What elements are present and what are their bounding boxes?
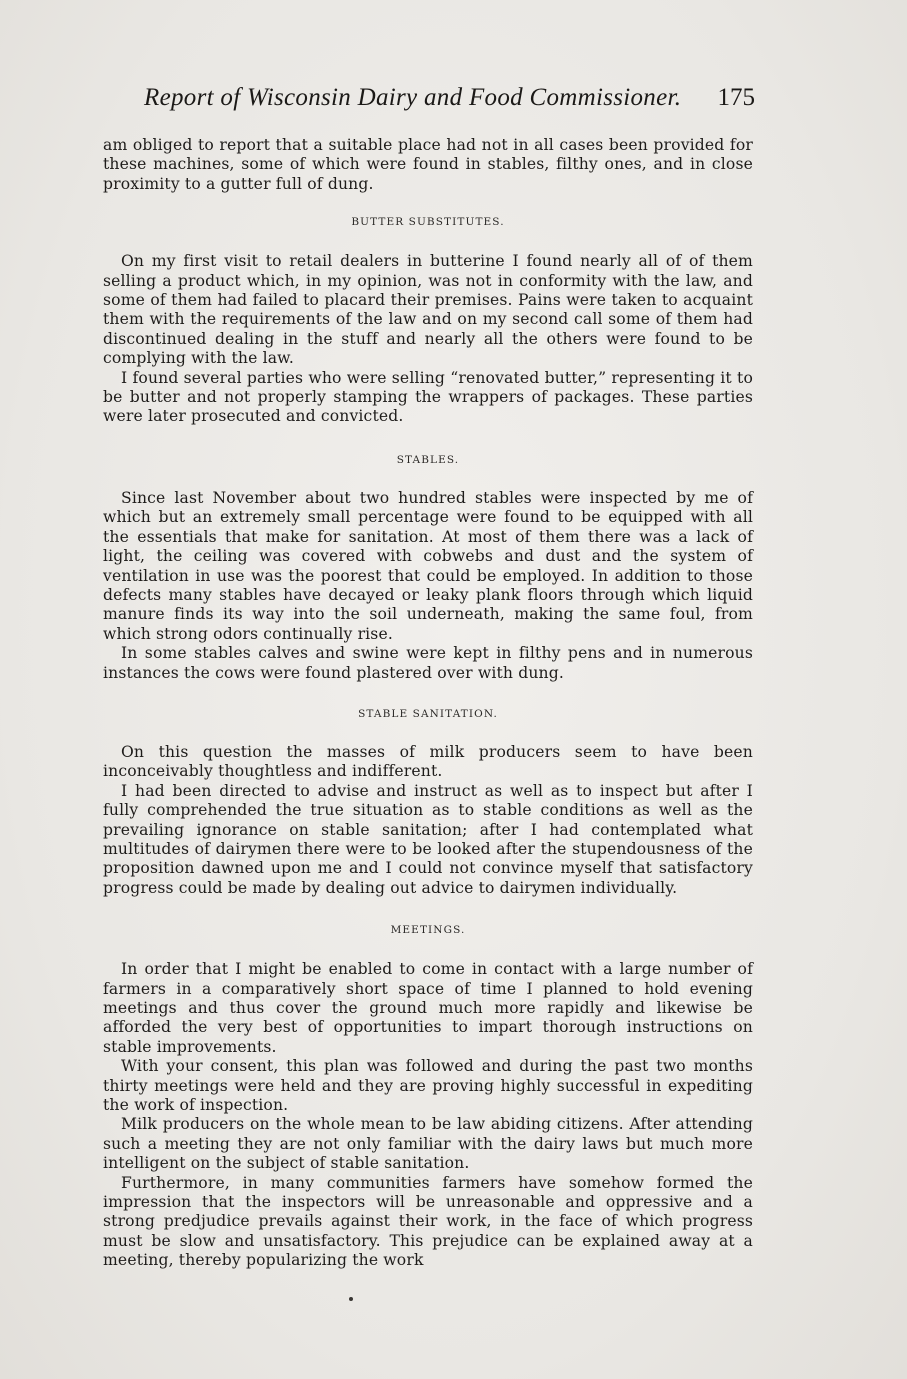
page-number: 175 [717,84,755,111]
body-text [103,136,753,1271]
paragraph: On my first visit to retail dealers in butterine I found nearly all of of them selling a product which, in my opinion, was not in conformity with the law, and some of them had failed to placard their premises. Pains were taken to acquaint them with the requirements of the law and on my second call some of them had discontinued dealing in the stuff and nearly all the others were found to be complying with the law. [103,252,753,368]
section-heading-stables: STABLES. [396,453,460,466]
paragraph: I had been directed to advise and instruct as well as to inspect but after I fully comprehended the true situation as to stable conditions as well as the prevailing ignorance on stable sanitation; after I had contemplated what multitudes of dairymen there were to be looked after the stupendousness of the proposition dawned upon me and I could not convince myself that satisfactory progress could be made by dealing out advice to dairymen individually. [103,781,753,897]
paragraph: Milk producers on the whole mean to be law abiding citizens. After attending such a meeting they are not only familiar with the dairy laws but much more intelligent on the subject of stable sanitation. [103,1115,753,1173]
page-header [100,84,755,118]
paragraph: In some stables calves and swine were kept in filthy pens and in numerous instances the cows were found plastered over with dung. [103,644,753,682]
paragraph: I found several parties who were selling “renovated butter,” representing it to be butter and not properly stamping the wrappers of packages. These parties were later prosecuted and convicted. [103,368,753,426]
section-heading-butter-substitutes: BUTTER SUBSTITUTES. [351,216,505,229]
paragraph: In order that I might be enabled to come in contact with a large number of farmers in a comparatively short space of time I planned to hold evening meetings and thus cover the ground much more rapidly and likewise be afforded the very best of opportunities to impart thorough instructions on stable improvements. [103,960,753,1056]
paragraph: With your consent, this plan was followed and during the past two months thirty meetings were held and they are proving highly successful in expediting the work of inspection. [103,1057,753,1115]
paragraph-continued: am obliged to report that a suitable place had not in all cases been provided for these machines, some of which were found in stables, filthy ones, and in close proximity to a gutter full of dung. [103,136,753,193]
paragraph: Since last November about two hundred stables were inspected by me of which but an extremely small percentage were found to be equipped with all the essentials that make for sanitation. At most of them there was a lack of light, the ceiling was covered with cobwebs and dust and the system of ventilation in use was the poorest that could be employed. In addition to those defects many stables have decayed or leaky plank floors through which liquid manure finds its way into the soil underneath, making the same foul, from which strong odors continually rise. [103,488,753,643]
ink-dot [349,1297,353,1301]
section-heading-meetings: MEETINGS. [390,924,466,937]
running-title: Report of Wisconsin Dairy and Food Commissioner. [144,84,682,111]
section-heading-stable-sanitation: STABLE SANITATION. [358,707,498,720]
paragraph: Furthermore, in many communities farmers have somehow formed the impression that the inspectors will be unreasonable and oppressive and a strong predjudice prevails against their work, in the face of which progress must be slow and unsatisfactory. This prejudice can be explained away at a meeting, thereby popularizing the work [103,1173,753,1270]
paragraph: On this question the masses of milk producers seem to have been inconceivably thoughtless and indifferent. [103,742,753,781]
